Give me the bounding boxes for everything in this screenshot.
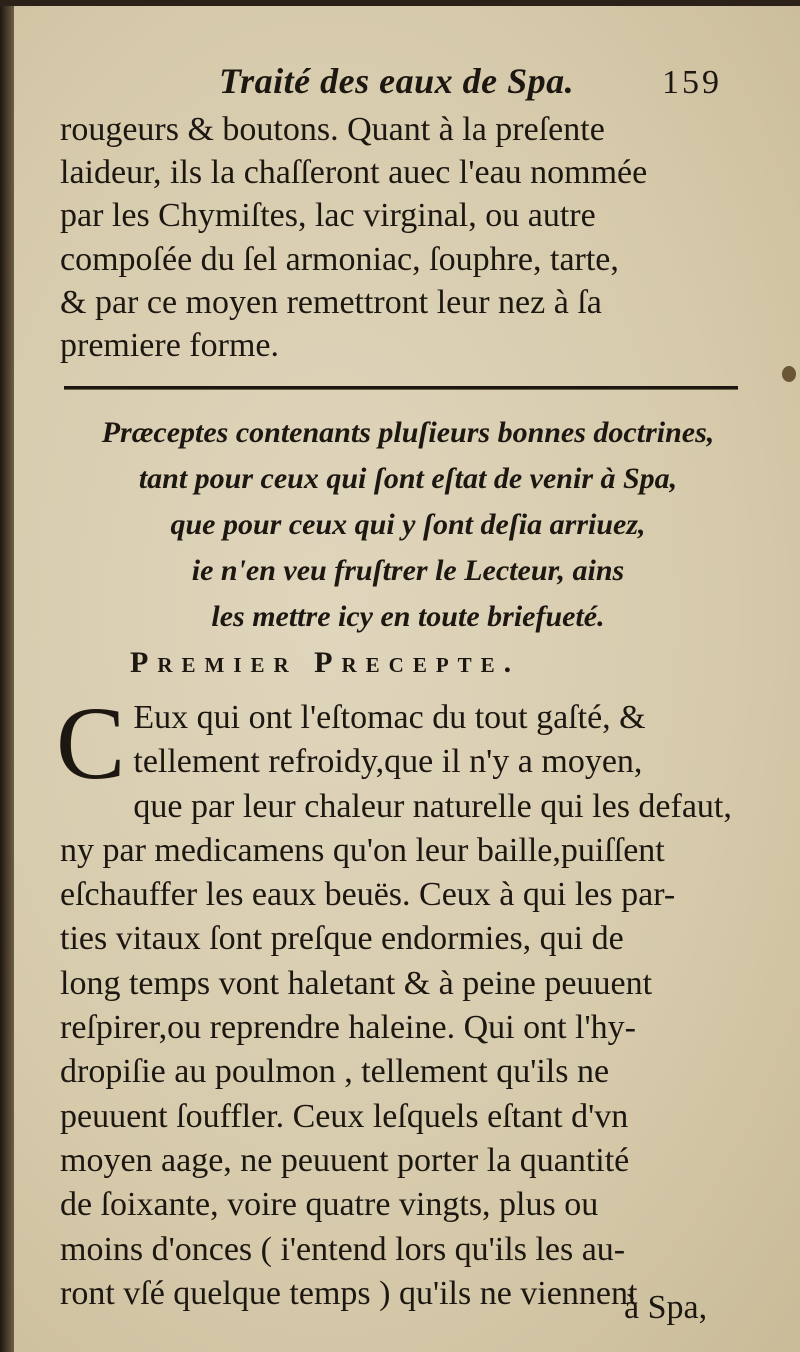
text-line: reſpirer,ou reprendre haleine. Qui ont l'hy- xyxy=(60,1009,636,1047)
preface-line: que pour ceux qui y ſont deſia arriuez, xyxy=(170,508,646,541)
preface-line: tant pour ceux qui ſont eſtat de venir à Spa, xyxy=(138,462,678,495)
text-line: Eux qui ont l'eſtomac du tout gaſté, & xyxy=(133,699,646,736)
preface-line: ie n'en veu fruſtrer le Lecteur, ains xyxy=(191,554,625,587)
text-line: ties vitaux ſont preſque endormies, qui de xyxy=(60,920,624,958)
section-divider xyxy=(64,386,738,390)
text-line: moins d'onces ( i'entend lors qu'ils les au- xyxy=(60,1230,626,1268)
book-page xyxy=(14,6,800,1352)
preface-line: Præceptes contenants pluſieurs bonnes doctrines, xyxy=(101,416,715,449)
preface-line: les mettre icy en toute briefueté. xyxy=(211,600,605,633)
text-line: long temps vont haletant & à peine peuuent xyxy=(60,964,653,1002)
text-line: que par leur chaleur naturelle qui les defaut, xyxy=(133,787,732,825)
text-line: laideur, ils la chaſſeront auec l'eau nommée xyxy=(60,154,648,192)
running-title: Traité des eaux de Spa. xyxy=(219,61,575,101)
text-line: rougeurs & boutons. Quant à la preſente xyxy=(60,111,605,148)
text-line: moyen aage, ne peuuent porter la quantité xyxy=(60,1141,630,1179)
text-line: ront vſé quelque temps ) qu'ils ne viennent xyxy=(60,1274,638,1312)
text-line: dropiſie au poulmon , tellement qu'ils ne xyxy=(60,1053,610,1091)
page-number: 159 xyxy=(662,64,722,101)
section-heading: Premier Precepte. xyxy=(130,646,521,679)
text-line: premiere forme. xyxy=(60,327,279,365)
text-line: peuuent ſouffler. Ceux leſquels eſtant d'vn xyxy=(60,1097,629,1135)
section-preface xyxy=(78,410,738,640)
paragraph-precept xyxy=(56,686,750,1316)
text-line: tellement refroidy,que il n'y a moyen, xyxy=(133,743,643,781)
text-line: ny par medicamens qu'on leur baille,puiſſent xyxy=(60,831,665,869)
page-header xyxy=(14,60,800,112)
text-line: compoſée du ſel armoniac, ſouphre, tarte, xyxy=(60,240,619,278)
text-line: de ſoixante, voire quatre vingts, plus ou xyxy=(60,1186,599,1224)
text-line: eſchauffer les eaux beuës. Ceux à qui les par- xyxy=(60,876,676,914)
text-line: par les Chymiſtes, lac virginal, ou autre xyxy=(60,197,596,235)
drop-cap: C xyxy=(56,686,126,801)
ink-stain xyxy=(782,366,796,382)
paragraph-continued xyxy=(60,108,750,367)
text-line: & par ce moyen remettront leur nez à ſa xyxy=(60,283,602,321)
catchword: à Spa, xyxy=(624,1289,708,1326)
